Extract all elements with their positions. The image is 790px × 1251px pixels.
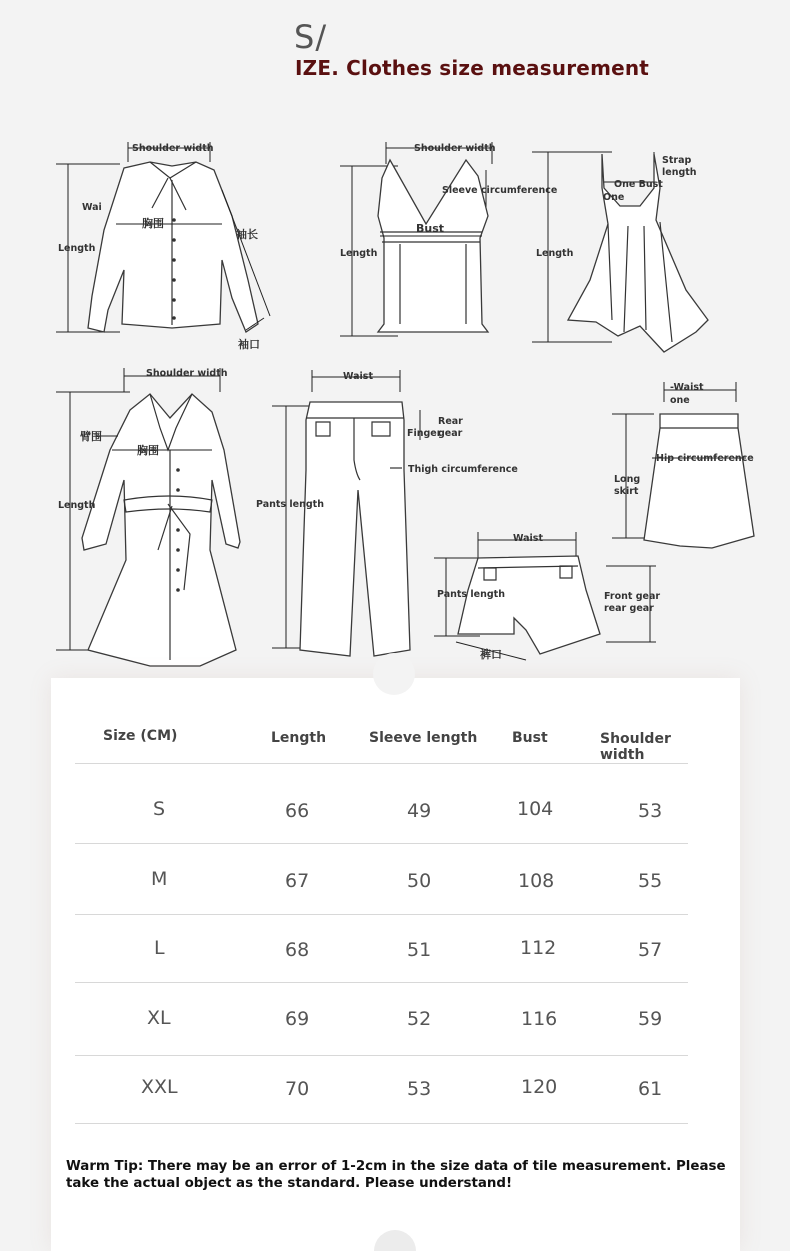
skirt-diagram — [612, 382, 754, 548]
cell-size: XXL — [141, 1076, 178, 1098]
warm-tip-text: Warm Tip: There may be an error of 1-2cm in the size data of tile measurement. Please take the actual object as the standard. Please understand! — [66, 1159, 726, 1191]
header-sleeve-length: Sleeve length — [369, 730, 478, 746]
cell-bust: 112 — [520, 937, 557, 959]
header-length: Length — [271, 730, 327, 746]
cell-shoulder: 61 — [638, 1078, 663, 1100]
cell-sleeve: 53 — [407, 1078, 432, 1100]
shirt-waist-label: Wai — [82, 202, 102, 213]
tank-diagram — [340, 142, 557, 336]
shirt-bust-label: 胸围 — [142, 217, 164, 230]
skirt-waist-label-2: one — [670, 395, 690, 406]
table-row — [75, 983, 688, 1056]
table-row — [75, 764, 688, 844]
table-row — [75, 844, 688, 915]
pants-waist-label: Waist — [343, 371, 374, 382]
pants-finger-label: Finger — [407, 428, 442, 439]
shirt-diagram — [56, 142, 270, 351]
skirt-waist-label-1: -Waist — [670, 382, 704, 393]
cell-length: 70 — [285, 1078, 310, 1100]
dress-strap-label-2: length — [662, 167, 697, 178]
cell-bust: 108 — [518, 870, 555, 892]
dress-bust-one-label: One — [603, 192, 625, 203]
size-table — [75, 712, 688, 1124]
header-s-mark: S/ — [294, 18, 328, 56]
cell-sleeve: 51 — [407, 939, 432, 961]
cell-sleeve: 49 — [407, 800, 432, 822]
page-title: IZE. Clothes size measurement — [295, 56, 650, 80]
table-row — [75, 1056, 688, 1124]
dress-length-label: Length — [536, 248, 574, 259]
shorts-hem-label: 裤口 — [480, 648, 502, 661]
cell-length: 68 — [285, 939, 310, 961]
cell-size: S — [153, 798, 166, 820]
pants-rear-label-2: gear — [438, 428, 463, 439]
shirt-cuff-label: 袖口 — [238, 338, 260, 351]
cell-bust: 104 — [517, 798, 554, 820]
table-row — [75, 915, 688, 983]
cell-shoulder: 57 — [638, 939, 663, 961]
tank-bust-label: Bust — [416, 222, 445, 235]
cell-length: 67 — [285, 870, 310, 892]
skirt-length-label-1: Long — [614, 474, 641, 485]
skirt-hip-label: Hip circumference — [656, 453, 754, 464]
coat-shoulder-label: Shoulder width — [146, 368, 228, 379]
coat-arm-label: 臂围 — [80, 430, 102, 443]
dress-bust-label: One Bust — [614, 179, 663, 190]
shirt-length-label: Length — [58, 243, 96, 254]
coat-diagram — [56, 368, 240, 666]
cell-size: M — [151, 868, 168, 890]
cell-sleeve: 50 — [407, 870, 432, 892]
tank-length-label: Length — [340, 248, 378, 259]
cell-shoulder: 59 — [638, 1008, 663, 1030]
coat-length-label: Length — [58, 500, 96, 511]
pants-rear-label-1: Rear — [438, 416, 463, 427]
dress-diagram — [532, 152, 708, 352]
cell-length: 69 — [285, 1008, 310, 1030]
skirt-length-label-2: skirt — [614, 486, 639, 497]
header-shoulder-width: Shoulder width — [600, 731, 671, 763]
header-bust: Bust — [512, 730, 548, 746]
cell-bust: 116 — [521, 1008, 558, 1030]
shorts-length-label: Pants length — [437, 589, 505, 600]
header-size: Size (CM) — [103, 728, 178, 744]
card-notch-top — [373, 653, 415, 695]
cell-shoulder: 55 — [638, 870, 663, 892]
shorts-diagram — [434, 532, 660, 661]
coat-bust-label: 胸围 — [137, 444, 159, 457]
dress-strap-label-1: Strap — [662, 155, 692, 166]
cell-bust: 120 — [521, 1076, 558, 1098]
shorts-front-label-2: rear gear — [604, 603, 654, 614]
pants-thigh-label: Thigh circumference — [408, 464, 518, 475]
shorts-front-label-1: Front gear — [604, 591, 661, 602]
tank-sleeve-label: Sleeve circumference — [442, 185, 558, 196]
cell-length: 66 — [285, 800, 310, 822]
pants-length-label: Pants length — [256, 499, 324, 510]
shorts-waist-label: Waist — [513, 533, 544, 544]
cell-size: L — [154, 937, 165, 959]
tank-shoulder-label: Shoulder width — [414, 143, 496, 154]
shirt-shoulder-label: Shoulder width — [132, 143, 214, 154]
size-table-header — [75, 712, 688, 764]
shirt-sleeve-label: 袖长 — [236, 228, 258, 241]
cell-shoulder: 53 — [638, 800, 663, 822]
cell-sleeve: 52 — [407, 1008, 432, 1030]
measurement-diagrams — [0, 120, 790, 680]
cell-size: XL — [147, 1007, 171, 1029]
